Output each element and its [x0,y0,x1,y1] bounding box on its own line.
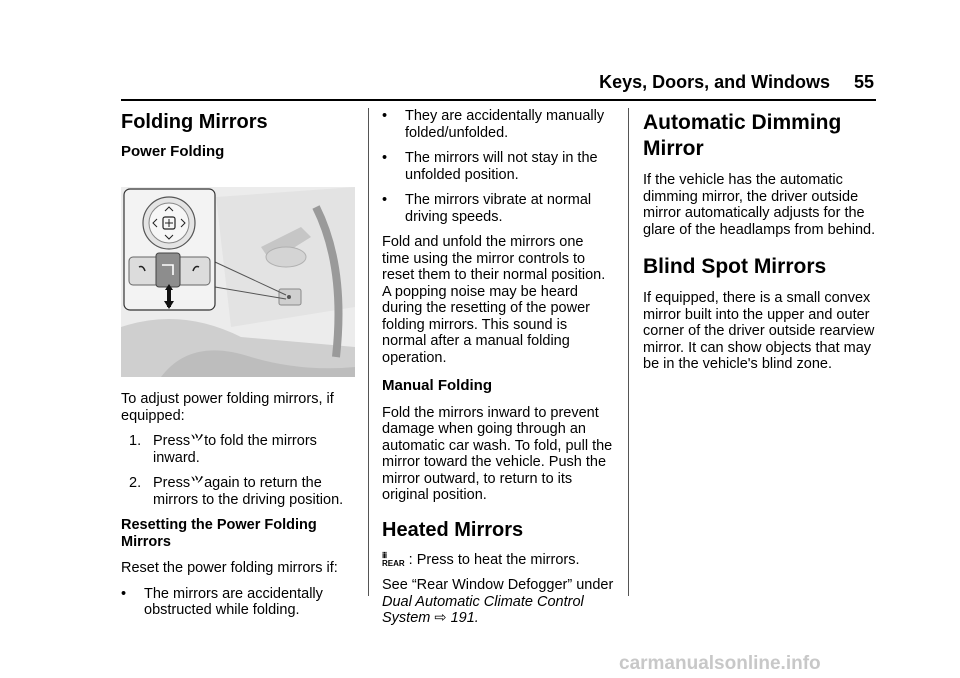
rear-defog-icon: ⅲ REAR [382,550,405,568]
step-text: Press [153,475,191,491]
paragraph: If equipped, there is a small convex mirror built into the upper and outer corner of the driver outside rearview mirror. It can show objects that may be in the vehicle's blind zone. [643,290,875,372]
see-text: See “Rear Window Defogger” under [382,577,614,593]
column-divider [628,108,629,596]
column-2 [382,108,614,636]
subheading-resetting: Resetting the Power Folding Mirrors [121,517,317,550]
bullet-marker: • [382,108,388,124]
heated-text: ⅲ REAR : Press to heat the mirrors. [382,550,580,568]
step-text: again to return the mirrors to the driving position. [153,475,344,508]
bullet-text: The mirrors vibrate at normal driving speeds. [405,192,592,225]
column-1 [121,108,355,628]
paragraph: Fold the mirrors inward to prevent damage when going through an automatic car wash. To fold, pull the mirror toward the vehicle. Push the mirror outward, to return to its original position. [382,404,613,503]
paragraph: A popping noise may be heard during the resetting of the power folding mirrors. This sound is normal after a manual folding operation. [382,283,590,366]
see-reference [382,577,614,627]
list-item [382,192,614,225]
step-item [129,475,355,508]
bullet-marker: • [121,585,127,602]
running-header [599,72,874,93]
bullet-marker: • [382,150,388,166]
watermark: carmanualsonline.info [619,653,821,674]
bullet-marker: • [382,192,388,208]
section-heading-heated-mirrors: Heated Mirrors [382,518,524,541]
intro-text: To adjust power folding mirrors, if equipped: [121,391,334,424]
fold-mirror-icon: ⺍ [190,475,204,490]
header-section-title: Keys, Doors, and Windows [599,72,830,92]
cross-reference-link[interactable]: Dual Automatic Climate Control System [382,593,584,626]
header-rule [121,99,876,101]
bullet-text: The mirrors will not stay in the unfolded position. [405,150,598,183]
paragraph: If the vehicle has the automatic dimming mirror, the driver outside mirror automatically adjusts for the glare of the headlamps from behind. [643,172,876,238]
list-item [382,150,614,183]
step-item [129,433,355,466]
subheading-power-folding: Power Folding [121,143,225,160]
list-item [382,108,614,141]
page-number: 55 [853,72,874,92]
mirror-control-illustration [121,187,355,377]
page-arrow-icon: ⇨ [434,610,447,626]
section-heading-folding-mirrors: Folding Mirrors [121,111,268,133]
step-text: to fold the mirrors inward. [153,433,317,466]
column-divider [368,108,369,596]
cross-reference-page[interactable]: 191. [450,610,479,626]
step-text: Press [153,433,191,449]
section-heading-blind-spot-mirrors: Blind Spot Mirrors [643,255,827,278]
section-heading-automatic-dimming-mirror: Automatic Dimming Mirror [643,111,842,160]
list-item [121,586,355,619]
step-number: 1. [129,433,142,449]
step-number: 2. [129,475,142,491]
fold-mirror-icon: ⺍ [190,433,204,448]
subheading-manual-folding: Manual Folding [382,377,492,394]
column-3 [643,108,877,382]
reset-intro-text: Reset the power folding mirrors if: [121,560,338,576]
paragraph: Fold and unfold the mirrors one time using the mirror controls to reset them to their normal position. [382,234,606,283]
bullet-text: The mirrors are accidentally obstructed while folding. [144,585,323,618]
bullet-text: They are accidentally manually folded/unfolded. [405,108,605,141]
